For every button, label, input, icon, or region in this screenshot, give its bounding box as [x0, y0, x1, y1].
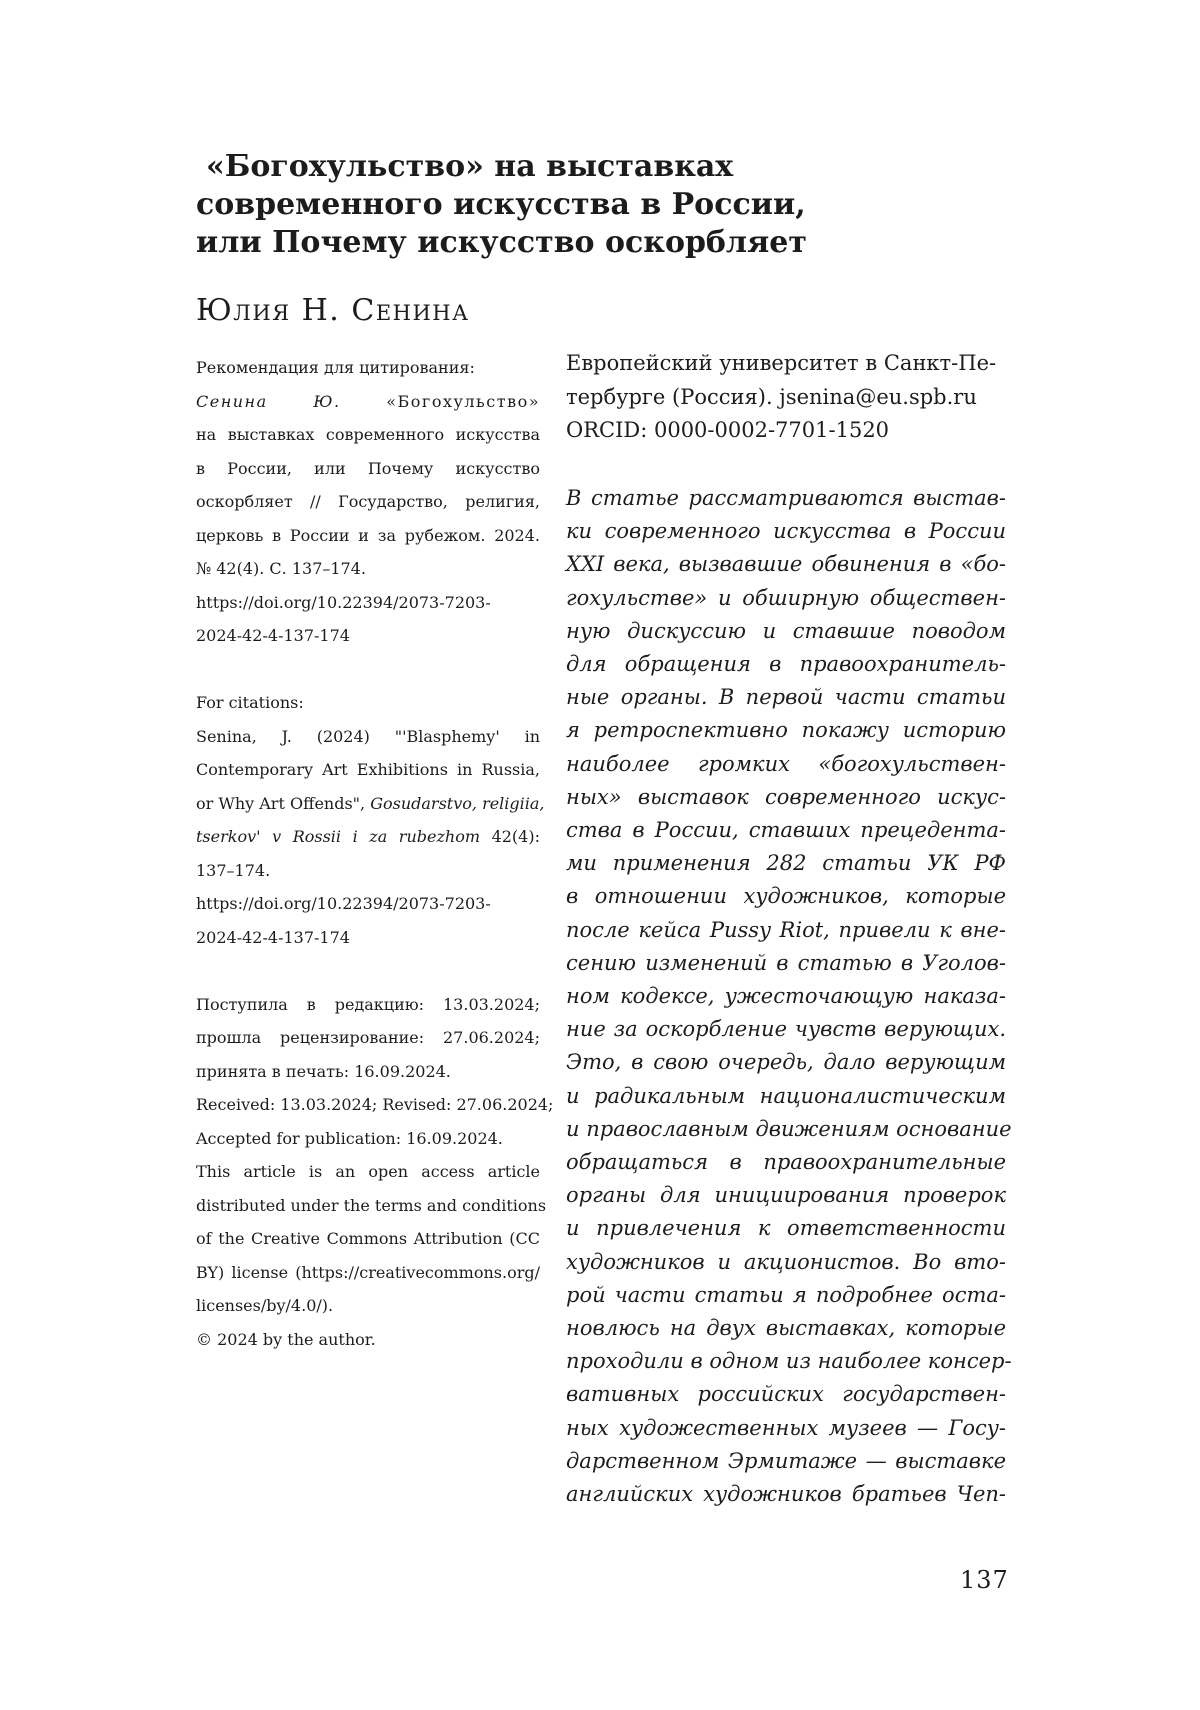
abstract: [566, 482, 1012, 1511]
citation-en-doi-link[interactable]: 2024-42-4-137-174: [196, 927, 350, 947]
spacer: [196, 653, 540, 687]
abstract-line: обращаться в правоохранительные: [566, 1150, 1006, 1175]
citation-en-line: Senina, J. (2024) "'Blasphemy' in: [196, 726, 540, 746]
abstract-line: художников и акционистов. Во вто-: [566, 1249, 1006, 1274]
abstract-line: после кейса Pussy Riot, привели к вне-: [566, 917, 1006, 942]
license-link[interactable]: BY) license (https://creativecommons.org/: [196, 1262, 540, 1282]
date-line: прошла рецензирование: 27.06.2024;: [196, 1028, 540, 1047]
citation-en-journal: tserkov' v Rossii i za rubezhom: [196, 827, 480, 846]
abstract-line: органы для инициирования проверок: [566, 1183, 1006, 1208]
citation-ru-line: в России, или Почему искусство: [196, 458, 540, 478]
affiliation-email[interactable]: тербурге (Россия). jsenina@eu.spb.ru: [566, 384, 977, 409]
date-line: принята в печать: 16.09.2024.: [196, 1061, 451, 1081]
abstract-line: английских художников братьев Чеп-: [566, 1482, 1006, 1507]
abstract-line: рой части статьи я подробнее оста-: [566, 1282, 1006, 1307]
citation-en-text: 42(4):: [491, 827, 540, 846]
date-line: Received: 13.03.2024; Revised: 27.06.2024;: [196, 1095, 554, 1114]
abstract-line: ки современного искусства в России: [566, 519, 1006, 544]
affiliation-line: Европейский университет в Санкт-Пе-: [566, 351, 997, 375]
date-line: Accepted for publication: 16.09.2024.: [196, 1128, 503, 1148]
abstract-line: и православным движениям основание: [566, 1116, 1012, 1141]
license-line: This article is an open access article: [196, 1162, 540, 1181]
abstract-line: я ретроспективно покажу историю: [566, 718, 1006, 743]
article-title: [196, 148, 916, 262]
citation-en-text: or Why Art Offends",: [196, 793, 366, 813]
abstract-line: вативных российских государствен-: [566, 1382, 1006, 1407]
copyright-line: © 2024 by the author.: [196, 1329, 376, 1349]
citation-ru-title-start: «Богохульство»: [386, 391, 540, 411]
author-name: Юлия Н. Сенина: [196, 293, 470, 328]
title-line: или Почему искусство оскорбляет: [196, 225, 807, 260]
title-line: современного искусства в России,: [196, 187, 806, 222]
abstract-line: ства в России, ставших прецедента-: [566, 818, 1006, 843]
abstract-line: для обращения в правоохранитель-: [566, 652, 1006, 677]
citation-en-heading: For citations:: [196, 693, 304, 712]
abstract-line: сению изменений в статью в Уголов-: [566, 950, 1006, 975]
license-line: distributed under the terms and conditions: [196, 1195, 547, 1215]
abstract-line: новлюсь на двух выставках, которые: [566, 1316, 1006, 1341]
citation-ru-author: Сенина Ю.: [196, 391, 341, 411]
citation-ru-line: № 42(4). С. 137–174.: [196, 559, 366, 578]
spacer: [196, 954, 540, 988]
abstract-line: ных» выставок современного искус-: [566, 784, 1006, 809]
abstract-line: наиболее громких «богохульствен-: [566, 751, 1006, 776]
citation-en-doi-link[interactable]: https://doi.org/10.22394/2073-7203-: [196, 894, 491, 913]
citation-ru-line: церковь в России и за рубежом. 2024.: [196, 525, 540, 545]
citation-ru-line: оскорбляет // Государство, религия,: [196, 492, 540, 511]
abstract-line: XXI века, вызвавшие обвинения в «бо-: [566, 552, 1006, 577]
abstract-line: в отношении художников, которые: [566, 884, 1006, 909]
title-line: «Богохульство» на выставках: [206, 149, 734, 184]
abstract-line: дарственном Эрмитаже — выставке: [566, 1448, 1006, 1473]
citation-ru-doi-link[interactable]: 2024-42-4-137-174: [196, 626, 350, 645]
citation-en-line: [196, 820, 540, 854]
abstract-line: ном кодексе, ужесточающую наказа-: [566, 984, 1006, 1009]
abstract-line: ные органы. В первой части статьи: [566, 685, 1006, 710]
citation-ru-doi-link[interactable]: https://doi.org/10.22394/2073-7203-: [196, 592, 491, 612]
abstract-line: ных художественных музеев — Госу-: [566, 1415, 1006, 1440]
page-number: 137: [960, 1566, 1009, 1594]
abstract-line: проходили в одном из наиболее консер-: [566, 1349, 1012, 1374]
date-line: Поступила в редакцию: 13.03.2024;: [196, 994, 540, 1014]
citation-ru-heading: Рекомендация для цитирования:: [196, 358, 475, 377]
affiliation-block: [566, 347, 1006, 448]
abstract-line: ние за оскорбление чувств верующих.: [566, 1017, 1006, 1042]
license-link[interactable]: licenses/by/4.0/).: [196, 1296, 334, 1315]
license-line: of the Creative Commons Attribution (CC: [196, 1229, 540, 1248]
abstract-line: ми применения 282 статьи УК РФ: [566, 851, 1006, 876]
citation-ru-line: [196, 385, 540, 419]
abstract-line: гохульстве» и обширную обществен-: [566, 585, 1006, 610]
abstract-line: В статье рассматриваются выстав-: [566, 486, 1006, 510]
abstract-line: ную дискуссию и ставшие поводом: [566, 618, 1006, 643]
metadata-column: [196, 351, 554, 1356]
abstract-line: и радикальным националистическим: [566, 1083, 1006, 1108]
citation-en-journal: Gosudarstvo, religiia,: [370, 793, 545, 813]
abstract-line: Это, в свою очередь, дало верующим: [566, 1050, 1006, 1075]
citation-ru-line: на выставках современного искусства: [196, 425, 540, 444]
citation-en-line: Contemporary Art Exhibitions in Russia,: [196, 760, 540, 779]
citation-en-line: [196, 787, 545, 821]
affiliation-orcid: ORCID: 0000-0002-7701-1520: [566, 418, 890, 442]
affiliation: [566, 347, 1006, 448]
citation-en-line: 137–174.: [196, 860, 271, 880]
abstract-line: и привлечения к ответственности: [566, 1216, 1006, 1241]
